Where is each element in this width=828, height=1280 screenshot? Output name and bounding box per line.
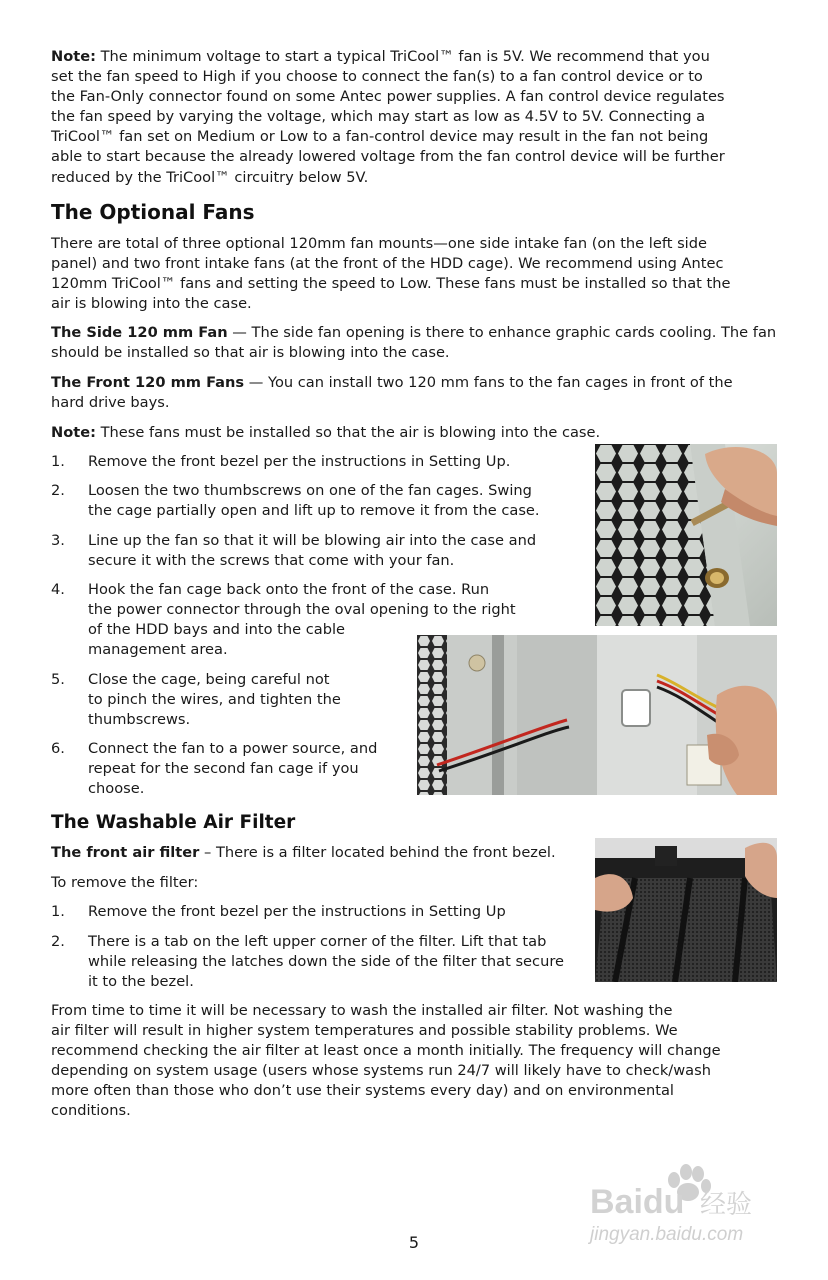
side-fan-label: The Side 120 mm Fan [51, 324, 228, 341]
step-text: Loosen the two thumbscrews on one of the fan cages. Swing the cage partially open and lift up to remove it from the case. [88, 482, 540, 520]
closing-paragraph: From time to time it will be necessary to wash the installed air filter. Not washing the air filter will result in higher system temperatures and possible stability problems. We recommend checking the air filter at least once a month initially. The frequency will change depending on system usage (users whose systems run 24/7 will likely have to check/wash more often than those who don’t use their systems every day) and on environmental conditions. [51, 1002, 721, 1120]
remove-filter-intro: To remove the filter: [51, 874, 199, 891]
watermark-url: jingyan.baidu.com [590, 1224, 744, 1245]
fans-note-label: Note: [51, 424, 96, 441]
step-text: There is a tab on the left upper corner of the filter. Lift that tab while releasing the latches down the side of the filter that secure it to the bezel. [88, 933, 564, 991]
front-filter-label: The front air filter [51, 844, 200, 861]
step-text: Remove the front bezel per the instructions in Setting Up [88, 903, 506, 920]
watermark-brand-cn: 经验 [700, 1190, 753, 1220]
step-text: Remove the front bezel per the instructions in Setting Up. [88, 453, 511, 470]
air-filter-photo [595, 838, 777, 982]
fan-cage-thumbscrew-photo [595, 444, 777, 626]
front-fans-paragraph: The Front 120 mm Fans — You can install two 120 mm fans to the fan cages in front of the hard drive bays. [51, 374, 733, 412]
step-text: Hook the fan cage back onto the front of the case. Run the power connector through the oval opening to the right of the HDD bays and into the cable management area. [88, 581, 516, 659]
cable-management-photo [417, 635, 777, 795]
front-filter-paragraph: The front air filter – There is a filter located behind the front bezel. [51, 844, 556, 861]
step-text: Close the cage, being careful not to pinch the wires, and tighten the thumbscrews. [88, 671, 341, 729]
step-number: 1. [51, 903, 65, 920]
optional-fans-intro: There are total of three optional 120mm fan mounts—one side intake fan (on the left side panel) and two front intake fans (at the front of the HDD cage). We recommend using Antec 120mm TriCool™ fans and setting the speed to Low. These fans must be installed so that the air is blowing into the case. [51, 235, 731, 313]
step-number: 4. [51, 581, 65, 598]
step-number: 2. [51, 482, 65, 499]
step-number: 5. [51, 671, 65, 688]
watermark-brand: Baidu [590, 1183, 685, 1221]
step-number: 2. [51, 933, 65, 950]
page-number: 5 [408, 1233, 420, 1252]
front-fans-label: The Front 120 mm Fans [51, 374, 245, 391]
step-number: 6. [51, 740, 65, 757]
step-number: 1. [51, 453, 65, 470]
section-title-washable-filter: The Washable Air Filter [51, 812, 296, 833]
step-number: 3. [51, 532, 65, 549]
note-label: Note: [51, 48, 96, 65]
step-text: Connect the fan to a power source, and repeat for the second fan cage if you choose. [88, 740, 378, 798]
side-fan-paragraph: The Side 120 mm Fan — The side fan opening is there to enhance graphic cards cooling. The fan should be installed so that air is blowing into the case. [51, 324, 777, 362]
note-paragraph: Note: The minimum voltage to start a typical TriCool™ fan is 5V. We recommend that you set the fan speed to High if you choose to connect the fan(s) to a fan control device or to the Fan-Only connector found on some Antec power supplies. A fan control device regulates the fan speed by varying the voltage, which may start as low as 4.5V to 5V. Connecting a TriCool™ fan set on Medium or Low to a fan-control device may result in the fan not being able to start because the already lowered voltage from the fan control device will be further reduced by the TriCool™ circuitry below 5V. [51, 48, 725, 186]
fans-note: Note: These fans must be installed so that the air is blowing into the case. [51, 424, 601, 441]
section-title-optional-fans: The Optional Fans [51, 200, 255, 224]
step-text: Line up the fan so that it will be blowing air into the case and secure it with the screws that come with your fan. [88, 532, 537, 570]
